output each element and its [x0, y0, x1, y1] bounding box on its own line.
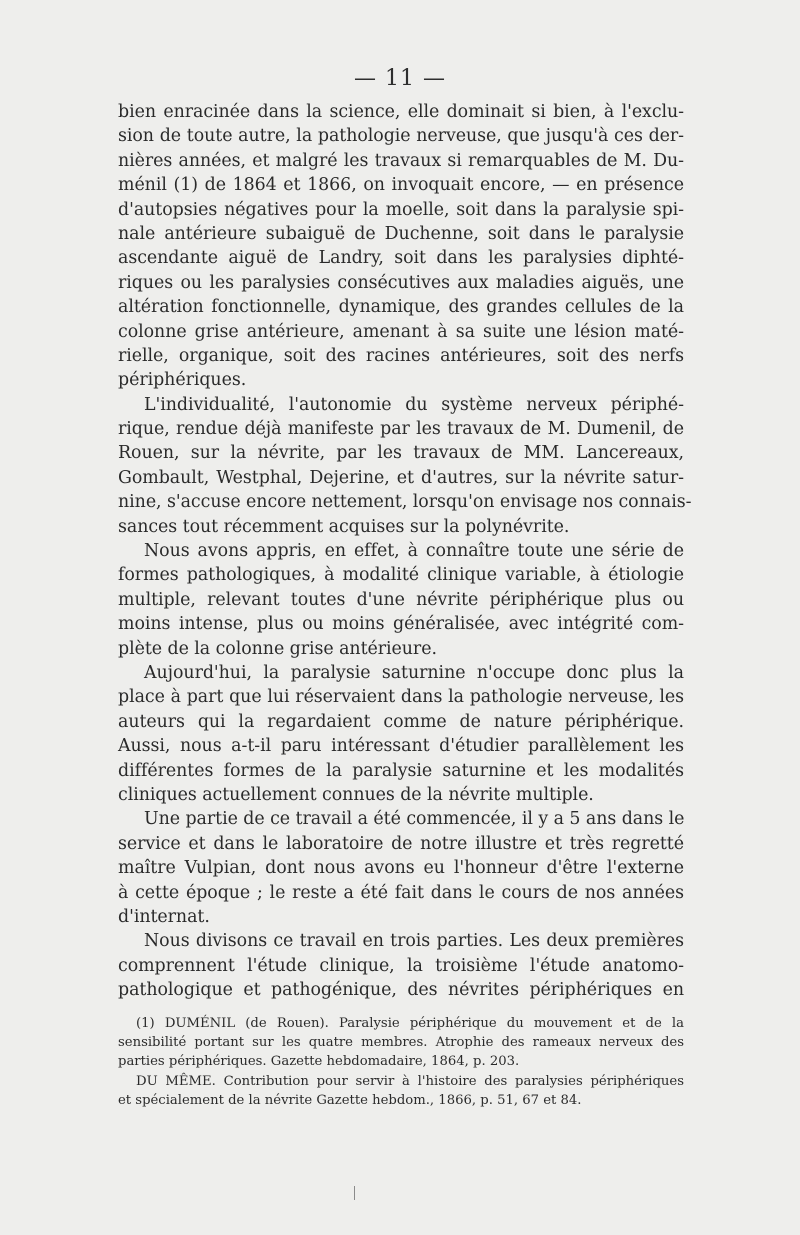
text-line: d'internat.: [118, 906, 210, 927]
text-line: Aussi, nous a-t-il paru intéressant d'étudier parallèlement les: [118, 736, 684, 757]
text-line: à cette époque ; le reste a été fait dans le cours de nos années: [118, 882, 684, 903]
text-line: L'individualité, l'autonomie du système nerveux périphé-: [144, 394, 684, 415]
footnote-line: parties périphériques. Gazette hebdomadaire, 1864, p. 203.: [118, 1054, 520, 1070]
text-line: périphériques.: [118, 370, 247, 391]
text-line: altération fonctionnelle, dynamique, des grandes cellules de la: [118, 297, 684, 318]
print-mark: [354, 1186, 355, 1200]
text-line: place à part que lui réservaient dans la pathologie nerveuse, les: [118, 687, 684, 708]
footnote-line: sensibilité portant sur les quatre membres. Atrophie des rameaux nerveux des: [118, 1035, 684, 1051]
text-line: colonne grise antérieure, amenant à sa suite une lésion maté-: [118, 321, 684, 342]
footnote-line: et spécialement de la névrite Gazette hebdom., 1866, p. 51, 67 et 84.: [118, 1092, 582, 1108]
text-line: sion de toute autre, la pathologie nerveuse, que jusqu'à ces der-: [118, 126, 684, 147]
footnotes: [118, 1014, 684, 1110]
footnote-line: (1) DUMÉNIL (de Rouen). Paralysie périphérique du mouvement et de la: [136, 1016, 684, 1031]
text-line: ménil (1) de 1864 et 1866, on invoquait encore, — en présence: [118, 175, 684, 196]
text-line: plète de la colonne grise antérieure.: [118, 638, 437, 659]
text-line: sances tout récemment acquises sur la polynévrite.: [118, 516, 570, 537]
text-line: nine, s'accuse encore nettement, lorsqu'on envisage nos connais-: [118, 492, 692, 513]
text-line: ascendante aiguë de Landry, soit dans les paralysies diphté-: [118, 248, 684, 269]
text-line: Nous avons appris, en effet, à connaître toute une série de: [144, 541, 684, 562]
text-line: maître Vulpian, dont nous avons eu l'honneur d'être l'externe: [118, 858, 684, 879]
text-line: Une partie de ce travail a été commencée, il y a 5 ans dans le: [144, 809, 685, 830]
text-line: bien enracinée dans la science, elle dominait si bien, à l'exclu-: [118, 102, 684, 122]
text-line: moins intense, plus ou moins généralisée, avec intégrité com-: [118, 614, 684, 635]
text-line: Rouen, sur la névrite, par les travaux de MM. Lancereaux,: [118, 443, 684, 464]
text-line: nières années, et malgré les travaux si remarquables de M. Du-: [118, 150, 684, 171]
text-line: comprennent l'étude clinique, la troisième l'étude anatomo-: [118, 955, 684, 976]
text-line: pathologique et pathogénique, des névrites périphériques en: [118, 980, 684, 1001]
text-line: rique, rendue déjà manifeste par les travaux de M. Dumenil, de: [118, 419, 684, 440]
text-line: Gombault, Westphal, Dejerine, et d'autres, sur la névrite satur-: [118, 467, 684, 488]
text-line: riques ou les paralysies consécutives aux maladies aiguës, une: [118, 272, 684, 293]
text-line: Aujourd'hui, la paralysie saturnine n'occupe donc plus la: [144, 662, 684, 683]
body-text: [118, 100, 692, 1002]
text-line: Nous divisons ce travail en trois parties. Les deux premières: [144, 931, 684, 952]
page-number: — 11 —: [354, 66, 446, 91]
footnote-line: DU MÊME. Contribution pour servir à l'histoire des paralysies périphériques: [136, 1073, 684, 1089]
text-line: service et dans le laboratoire de notre illustre et très regretté: [118, 833, 684, 854]
text-line: différentes formes de la paralysie saturnine et les modalités: [118, 760, 684, 781]
text-line: multiple, relevant toutes d'une névrite périphérique plus ou: [118, 589, 684, 610]
text-line: d'autopsies négatives pour la moelle, soit dans la paralysie spi-: [118, 199, 684, 220]
text-line: cliniques actuellement connues de la névrite multiple.: [118, 784, 594, 805]
text-line: rielle, organique, soit des racines antérieures, soit des nerfs: [118, 345, 684, 366]
text-line: formes pathologiques, à modalité clinique variable, à étiologie: [118, 565, 684, 586]
text-line: auteurs qui la regardaient comme de nature périphérique.: [118, 711, 684, 732]
text-line: nale antérieure subaiguë de Duchenne, soit dans le paralysie: [118, 223, 684, 244]
